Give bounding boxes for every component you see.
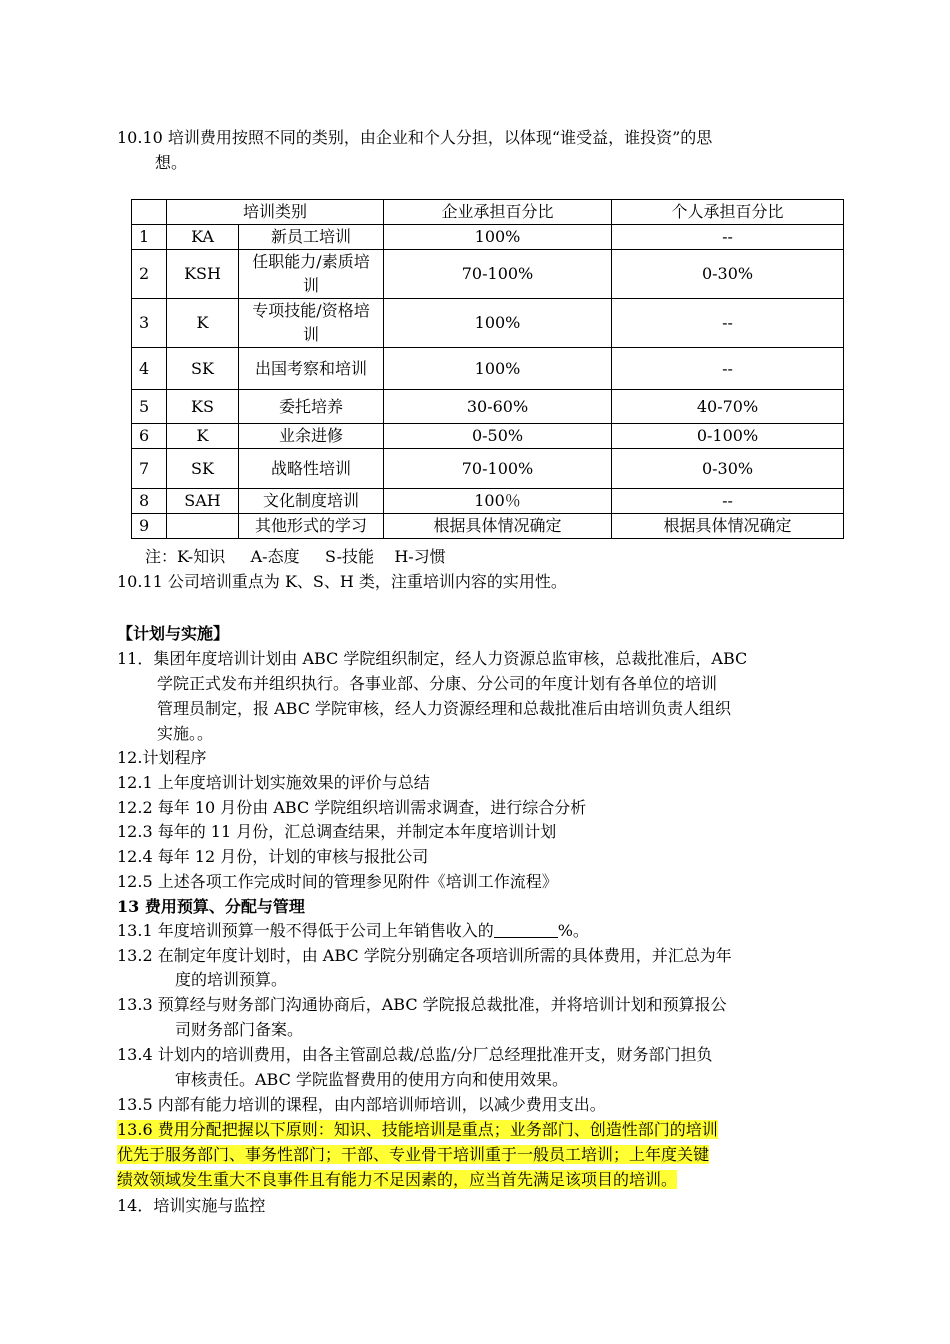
row-company: 100％ — [384, 489, 612, 514]
row-number: 6 — [132, 424, 167, 449]
section-13-5: 13.5 内部有能力培训的课程，由内部培训师培训，以减少费用支出。 — [117, 1095, 606, 1114]
row-type-line2: 训 — [303, 325, 320, 344]
row-number: 5 — [132, 390, 167, 424]
section-13-3-line1: 13.3 预算经与财务部门沟通协商后，ABC 学院报总裁批准，并将培训计划和预算报公 — [117, 995, 727, 1014]
highlighted-text: 绩效领域发生重大不良事件且有能力不足因素的，应当首先满足该项目的培训。 — [117, 1170, 678, 1189]
row-company: 70-100% — [384, 449, 612, 489]
section-12-4: 12.4 每年 12 月份，计划的审核与报批公司 — [117, 847, 429, 866]
row-code: K — [167, 299, 239, 348]
row-code: SAH — [167, 489, 239, 514]
row-type-line1: 专项技能/资格培 — [252, 301, 370, 320]
table-header-row — [132, 200, 844, 225]
row-company: 100% — [384, 299, 612, 348]
header-cell: 培训类别 — [167, 200, 384, 225]
row-type: 业余进修 — [239, 424, 384, 449]
row-company: 70-100% — [384, 250, 612, 299]
row-type: 战略性培训 — [239, 449, 384, 489]
section-13-4-line1: 13.4 计划内的培训费用，由各主管副总裁/总监/分厂总经理批准开支，财务部门担负 — [117, 1045, 713, 1064]
section-13-1-text: 13.1 年度培训预算一般不得低于公司上年销售收入的 — [117, 921, 494, 940]
row-type: 委托培养 — [239, 390, 384, 424]
section-11-line1: 11．集团年度培训计划由 ABC 学院组织制定，经人力资源总监审核，总裁批准后，ABC — [117, 649, 748, 668]
header-cell: 企业承担百分比 — [384, 200, 612, 225]
row-type-line1: 任职能力/素质培 — [252, 252, 370, 271]
row-code: SK — [167, 348, 239, 390]
row-code — [167, 514, 239, 539]
row-company: 100% — [384, 225, 612, 250]
table-row — [132, 424, 844, 449]
section-13-2-line1: 13.2 在制定年度计划时，由 ABC 学院分别确定各项培训所需的具体费用，并汇总为年 — [117, 946, 732, 965]
row-number: 1 — [132, 225, 167, 250]
section-13-title: 13 费用预算、分配与管理 — [117, 897, 305, 916]
row-person: -- — [612, 299, 844, 348]
header-cell — [132, 200, 167, 225]
row-type: 其他形式的学习 — [239, 514, 384, 539]
blank-underline — [494, 921, 558, 938]
heading-plan: 【计划与实施】 — [117, 624, 230, 643]
row-person: 0-30% — [612, 250, 844, 299]
section-13-2-line2: 度的培训预算。 — [175, 970, 288, 989]
section-12-1: 12.1 上年度培训计划实施效果的评价与总结 — [117, 773, 430, 792]
row-type — [239, 250, 384, 299]
row-person: -- — [612, 489, 844, 514]
row-person: 根据具体情况确定 — [612, 514, 844, 539]
table-row — [132, 299, 844, 348]
row-company: 0-50% — [384, 424, 612, 449]
row-code: KS — [167, 390, 239, 424]
section-13-1-suffix: %。 — [557, 921, 589, 940]
row-person: 0-100% — [612, 424, 844, 449]
section-10-11: 10.11 公司培训重点为 K、S、H 类，注重培训内容的实用性。 — [117, 572, 567, 591]
row-company: 100% — [384, 348, 612, 390]
row-number: 9 — [132, 514, 167, 539]
row-type: 新员工培训 — [239, 225, 384, 250]
row-number: 2 — [132, 250, 167, 299]
section-12-3: 12.3 每年的 11 月份，汇总调查结果，并制定本年度培训计划 — [117, 822, 557, 841]
row-type — [239, 299, 384, 348]
section-13-1 — [117, 919, 839, 943]
row-person: 0-30% — [612, 449, 844, 489]
table-row — [132, 250, 844, 299]
cost-share-table — [131, 199, 844, 539]
table-note: 注：K-知识 A-态度 S-技能 H-习惯 — [145, 547, 446, 566]
section-10-10-line1: 10.10 培训费用按照不同的类别，由企业和个人分担，以体现“谁受益，谁投资”的思 — [117, 128, 713, 147]
row-person: 40-70% — [612, 390, 844, 424]
row-person: -- — [612, 348, 844, 390]
row-type: 出国考察和培训 — [239, 348, 384, 390]
header-cell: 个人承担百分比 — [612, 200, 844, 225]
row-number: 8 — [132, 489, 167, 514]
row-number: 4 — [132, 348, 167, 390]
section-13-6-line3 — [117, 1168, 839, 1192]
section-10-10-line2: 想。 — [155, 153, 188, 172]
table-row — [132, 348, 844, 390]
table-row — [132, 489, 844, 514]
section-13-6-line1 — [117, 1118, 839, 1142]
row-person: -- — [612, 225, 844, 250]
table-row — [132, 225, 844, 250]
table-row — [132, 449, 844, 489]
row-type-line2: 训 — [303, 276, 320, 295]
section-14: 14．培训实施与监控 — [117, 1196, 266, 1215]
section-11-line2: 学院正式发布并组织执行。各事业部、分康、分公司的年度计划有各单位的培训 — [157, 674, 718, 693]
table-row — [132, 390, 844, 424]
section-11-line3: 管理员制定，报 ABC 学院审核，经人力资源经理和总裁批准后由培训负责人组织 — [157, 699, 732, 718]
row-code: K — [167, 424, 239, 449]
section-11-line4: 实施。。 — [157, 724, 214, 743]
section-13-4-line2: 审核责任。ABC 学院监督费用的使用方向和使用效果。 — [175, 1070, 568, 1089]
row-company: 30-60% — [384, 390, 612, 424]
row-code: KA — [167, 225, 239, 250]
section-12-title: 12.计划程序 — [117, 748, 207, 767]
section-12-5: 12.5 上述各项工作完成时间的管理参见附件《培训工作流程》 — [117, 872, 558, 891]
section-13-6-line2 — [117, 1143, 839, 1167]
row-company: 根据具体情况确定 — [384, 514, 612, 539]
section-13-3-line2: 司财务部门备案。 — [175, 1020, 304, 1039]
section-12-2: 12.2 每年 10 月份由 ABC 学院组织培训需求调查，进行综合分析 — [117, 798, 587, 817]
row-number: 7 — [132, 449, 167, 489]
table-row — [132, 514, 844, 539]
highlighted-text: 13.6 费用分配把握以下原则：知识、技能培训是重点；业务部门、创造性部门的培训 — [117, 1120, 718, 1139]
row-code: SK — [167, 449, 239, 489]
row-number: 3 — [132, 299, 167, 348]
row-code: KSH — [167, 250, 239, 299]
row-type: 文化制度培训 — [239, 489, 384, 514]
highlighted-text: 优先于服务部门、事务性部门；干部、专业骨干培训重于一般员工培训；上年度关键 — [117, 1145, 710, 1164]
